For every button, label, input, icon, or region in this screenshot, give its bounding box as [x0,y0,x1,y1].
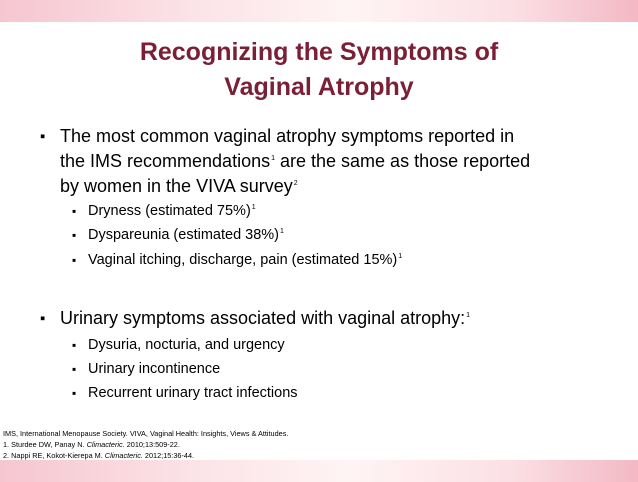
citation-ref: 1 [251,204,256,212]
title-line-1: Recognizing the Symptoms of [139,38,499,66]
square-bullet-icon: ▪ [72,362,77,376]
square-bullet-icon: ▪ [72,228,77,242]
citation-ref: 1 [271,155,275,162]
square-bullet-icon: ▪ [72,253,77,267]
reference-1: 1. Sturdee DW, Panay N. Climacteric. 2010;13:509-22. [3,440,180,449]
slide-title [0,35,638,105]
citation-ref: 1 [280,228,284,236]
citation-ref: 2 [293,180,298,187]
bullet-1-line-2: the IMS recommendations$^1$ are the same as those reported [60,151,531,171]
sub-bullet-dyspareunia: ▪ Dyspareunia (estimated 38%)$^1$ [72,224,592,246]
sub-bullet-dryness: ▪ Dryness (estimated 75%)$^1$ [72,200,592,222]
references [3,428,603,461]
reference-2: 2. Nappi RE, Kokot-Kierepa M. Climacteric. 2012;15:36-44. [3,451,195,460]
square-bullet-icon: ▪ [72,204,77,218]
bullet-2 [40,306,610,331]
square-bullet-icon: ▪ [40,310,46,327]
citation-ref: 1 [398,253,403,261]
top-decorative-band [0,0,638,22]
citation-ref: 1 [466,312,471,319]
sub-bullet-uti: ▪ Recurrent urinary tract infections [72,382,592,404]
bullet-1-line-1: The most common vaginal atrophy symptoms reported in [60,126,515,146]
sub-bullet-dysuria: ▪ Dysuria, nocturia, and urgency [72,334,592,356]
sub-bullet-itching: ▪ Vaginal itching, discharge, pain (estimated 15%)$^1$ [72,249,592,271]
abbreviations-note: IMS, International Menopause Society. VIVA, Vaginal Health: Insights, Views & Attitudes. [3,429,289,438]
square-bullet-icon: ▪ [72,338,77,352]
square-bullet-icon: ▪ [72,386,77,400]
sub-bullet-incontinence: ▪ Urinary incontinence [72,358,592,380]
bullet-1-line-3: by women in the VIVA survey$^2$ [60,176,298,196]
square-bullet-icon: ▪ [40,128,46,145]
bottom-decorative-band [0,460,638,482]
bullet-2-line-1: Urinary symptoms associated with vaginal atrophy:$^1$ [60,308,471,328]
title-line-2: Vaginal Atrophy [224,73,414,101]
bullet-1 [40,124,610,199]
